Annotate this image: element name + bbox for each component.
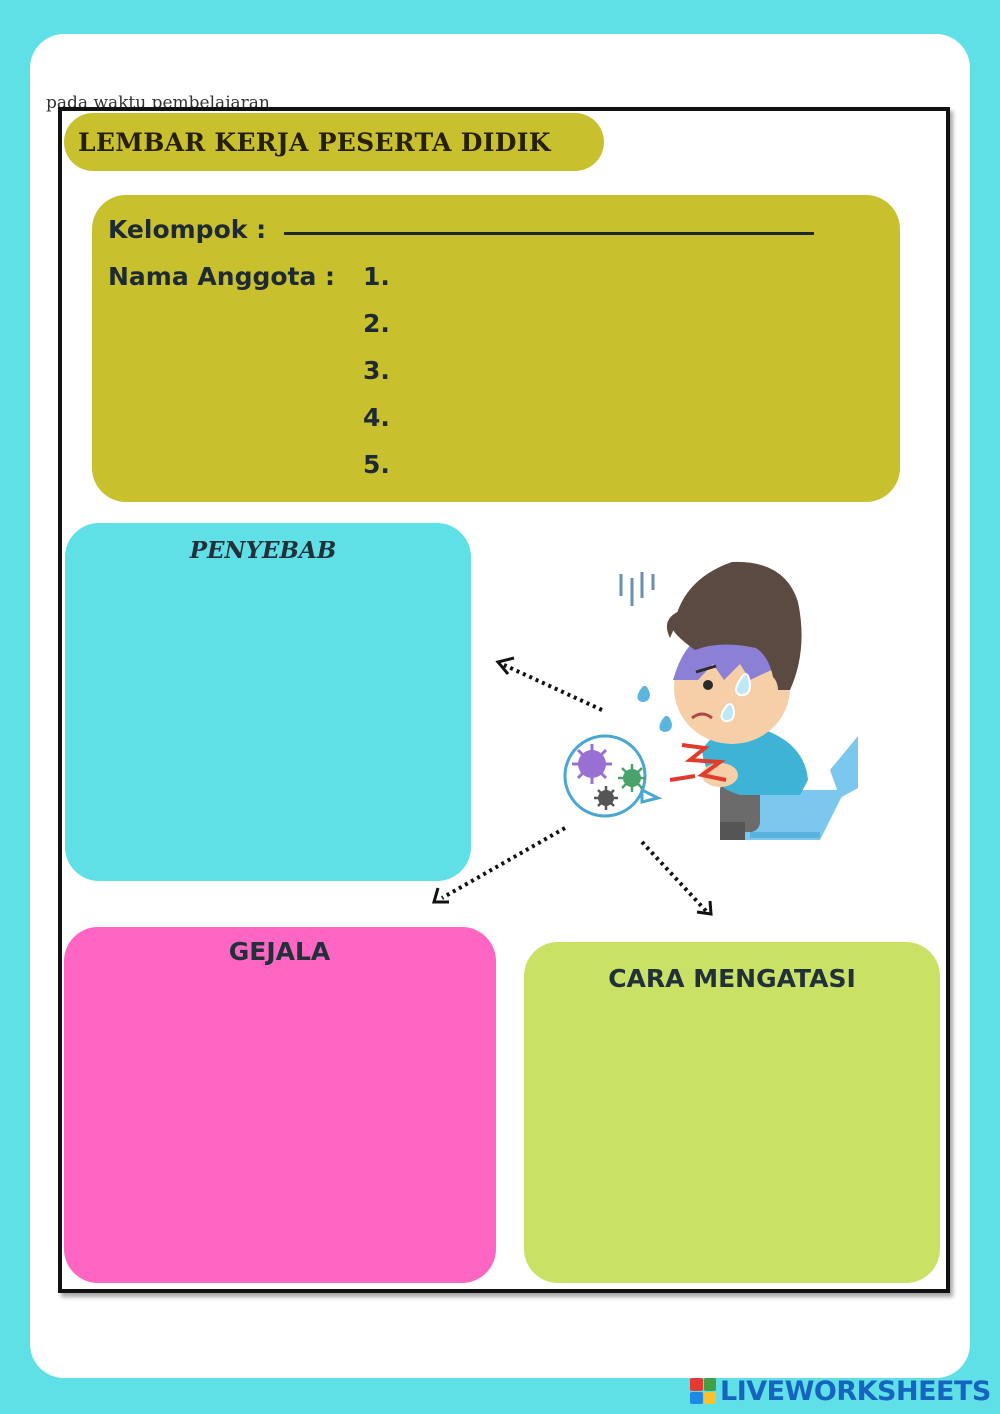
arrow-to-symptoms-icon xyxy=(442,828,565,898)
cut-off-text xyxy=(46,86,316,102)
stomach-ache-illustration xyxy=(420,540,900,930)
symptoms-title: GEJALA xyxy=(228,937,331,966)
treatment-panel[interactable] xyxy=(524,942,940,1283)
cause-title: PENYEBAB xyxy=(189,537,337,564)
liveworksheets-logo-icon xyxy=(690,1378,716,1404)
brand-name: LIVEWORKSHEETS xyxy=(720,1375,991,1407)
kelompok-label: Kelompok : xyxy=(108,215,267,244)
members-label: Nama Anggota : xyxy=(108,262,336,291)
member-number-1: 1. xyxy=(363,262,390,291)
cause-panel[interactable] xyxy=(65,523,471,881)
member-number-3: 3. xyxy=(363,356,390,385)
worksheet-title: LEMBAR KERJA PESERTA DIDIK xyxy=(64,113,604,171)
symptoms-panel[interactable] xyxy=(64,927,496,1283)
treatment-title: CARA MENGATASI xyxy=(608,964,856,993)
member-number-5: 5. xyxy=(363,450,390,479)
arrow-to-cause-icon xyxy=(504,665,602,710)
liveworksheets-branding[interactable] xyxy=(690,1374,991,1408)
arrow-to-treatment-icon xyxy=(642,842,707,912)
member-number-4: 4. xyxy=(363,403,390,432)
kelompok-input-line[interactable] xyxy=(284,232,814,235)
member-number-2: 2. xyxy=(363,309,390,338)
group-info-box xyxy=(92,195,900,502)
germs-bubble-icon xyxy=(565,736,658,816)
